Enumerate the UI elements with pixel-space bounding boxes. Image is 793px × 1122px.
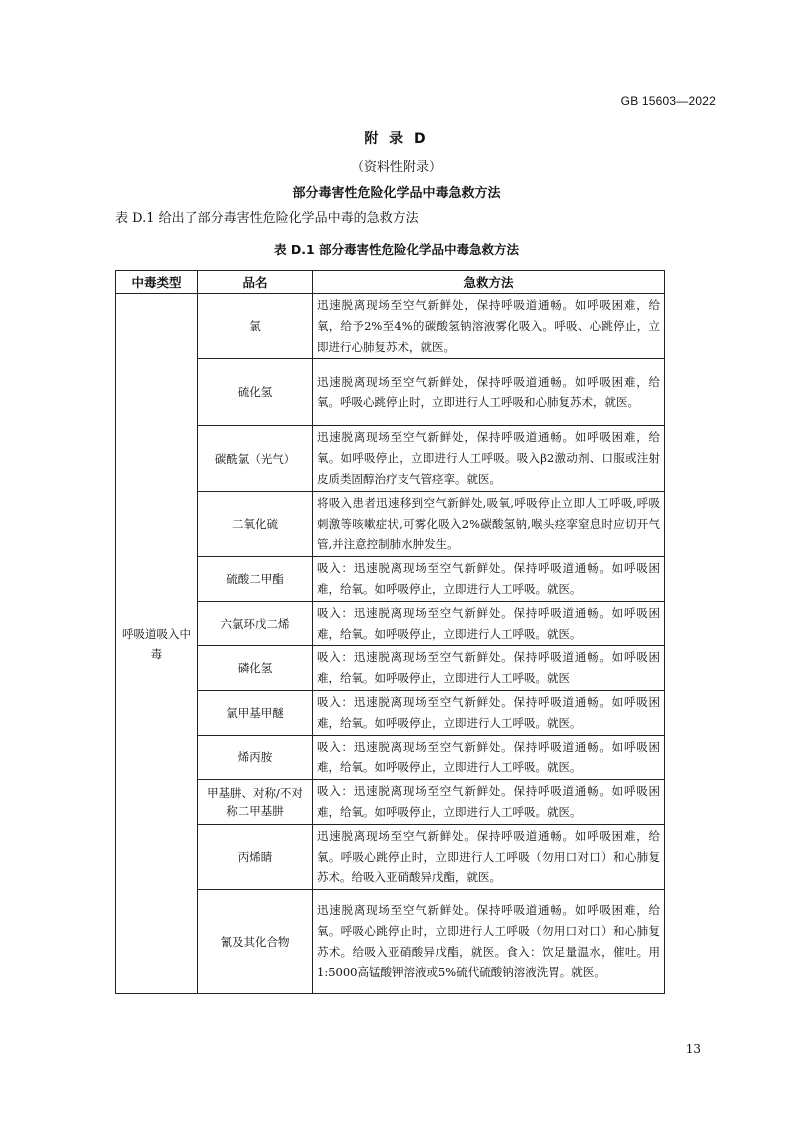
- table-row: [116, 491, 665, 556]
- table-row: [116, 426, 665, 491]
- first-aid-method: 吸入：迅速脱离现场至空气新鲜处。保持呼吸道通畅。如呼吸困难，给氧。如呼吸停止，立即进行人工呼吸。就医。: [313, 690, 665, 735]
- first-aid-method: 迅速脱离现场至空气新鲜处。保持呼吸道通畅。如呼吸困难，给氧。呼吸心跳停止时，立即进行人工呼吸（勿用口对口）和心肺复苏术。给吸入亚硝酸异戊酯，就医。: [313, 824, 665, 889]
- product-name: 六氯环戊二烯: [198, 601, 313, 646]
- product-name: 硫酸二甲酯: [198, 557, 313, 602]
- first-aid-method: 将吸入患者迅速移到空气新鲜处,吸氧,呼吸停止立即人工呼吸,呼吸刺激等咳嗽症状,可雾化吸入2%碳酸氢钠,喉头痉挛窒息时应切开气管,并注意控制肺水肿发生。: [313, 491, 665, 556]
- col-header-first-aid: 急救方法: [313, 271, 665, 294]
- first-aid-method: 迅速脱离现场至空气新鲜处。保持呼吸道通畅。如呼吸困难，给氧。呼吸心跳停止时，立即进行人工呼吸（勿用口对口）和心肺复苏术。给吸入亚硝酸异戊酯，就医。食入：饮足量温水，催吐。用1:5000高锰酸钾溶液或5%硫代硫酸钠溶液洗胃。就医。: [313, 890, 665, 994]
- product-name: 氰及其化合物: [198, 890, 313, 994]
- appendix-title: 附 录 D: [364, 131, 429, 147]
- product-name: 烯丙胺: [198, 735, 313, 780]
- table-row: [116, 359, 665, 426]
- first-aid-method: 吸入：迅速脱离现场至空气新鲜处。保持呼吸道通畅。如呼吸困难，给氧。如呼吸停止，立即进行人工呼吸。就医。: [313, 735, 665, 780]
- product-name: 甲基肼、对称/不对称二甲基肼: [198, 780, 313, 825]
- table-row: [116, 735, 665, 780]
- table-row: [116, 890, 665, 994]
- intro-paragraph: 表 D.1 给出了部分毒害性危险化学品中毒的急救方法: [115, 211, 419, 226]
- table-row: [116, 294, 665, 359]
- col-header-poison-type: 中毒类型: [116, 271, 198, 294]
- first-aid-method: 迅速脱离现场至空气新鲜处，保持呼吸道通畅。如呼吸困难，给氧。呼吸心跳停止时，立即进行人工呼吸和心肺复苏术，就医。: [313, 359, 665, 426]
- first-aid-method: 吸入：迅速脱离现场至空气新鲜处。保持呼吸道通畅。如呼吸困难，给氧。如呼吸停止，立即进行人工呼吸。就医。: [313, 557, 665, 602]
- table-row: [116, 557, 665, 602]
- table-caption: 表 D.1 部分毒害性危险化学品中毒急救方法: [273, 242, 520, 257]
- table-row: [116, 824, 665, 889]
- product-name: 氯甲基甲醚: [198, 690, 313, 735]
- poison-type-cell: 呼吸道吸入中毒: [116, 294, 198, 994]
- first-aid-table: [115, 270, 665, 994]
- first-aid-method: 迅速脱离现场至空气新鲜处，保持呼吸道通畅。如呼吸困难，给氧。如呼吸停止，立即进行人工呼吸。吸入β2激动剂、口服或注射皮质类固醇治疗支气管痉挛。就医。: [313, 426, 665, 491]
- table-row: [116, 646, 665, 691]
- table-row: [116, 780, 665, 825]
- product-name: 磷化氢: [198, 646, 313, 691]
- first-aid-method: 迅速脱离现场至空气新鲜处，保持呼吸道通畅。如呼吸困难，给氧，给予2%至4%的碳酸氢钠溶液雾化吸入。呼吸、心跳停止，立即进行心肺复苏术，就医。: [313, 294, 665, 359]
- appendix-nature: （资料性附录）: [350, 160, 442, 175]
- standard-code: GB 15603—2022: [620, 94, 716, 108]
- appendix-heading: 部分毒害性危险化学品中毒急救方法: [292, 186, 501, 201]
- col-header-product-name: 品名: [198, 271, 313, 294]
- product-name: 碳酰氯（光气）: [198, 426, 313, 491]
- product-name: 硫化氢: [198, 359, 313, 426]
- product-name: 丙烯睛: [198, 824, 313, 889]
- product-name: 氯: [198, 294, 313, 359]
- table-row: [116, 690, 665, 735]
- page-number: 13: [685, 1042, 701, 1056]
- first-aid-method: 吸入：迅速脱离现场至空气新鲜处。保持呼吸道通畅。如呼吸困难，给氧。如呼吸停止，立即进行人工呼吸。就医。: [313, 780, 665, 825]
- table-row: [116, 601, 665, 646]
- first-aid-method: 吸入：迅速脱离现场至空气新鲜处。保持呼吸道通畅。如呼吸困难，给氧。如呼吸停止，立即进行人工呼吸。就医。: [313, 601, 665, 646]
- product-name: 二氧化硫: [198, 491, 313, 556]
- table-header-row: [116, 271, 665, 294]
- first-aid-method: 吸入：迅速脱离现场至空气新鲜处。保持呼吸道通畅。如呼吸困难，给氧。如呼吸停止，立即进行人工呼吸。就医: [313, 646, 665, 691]
